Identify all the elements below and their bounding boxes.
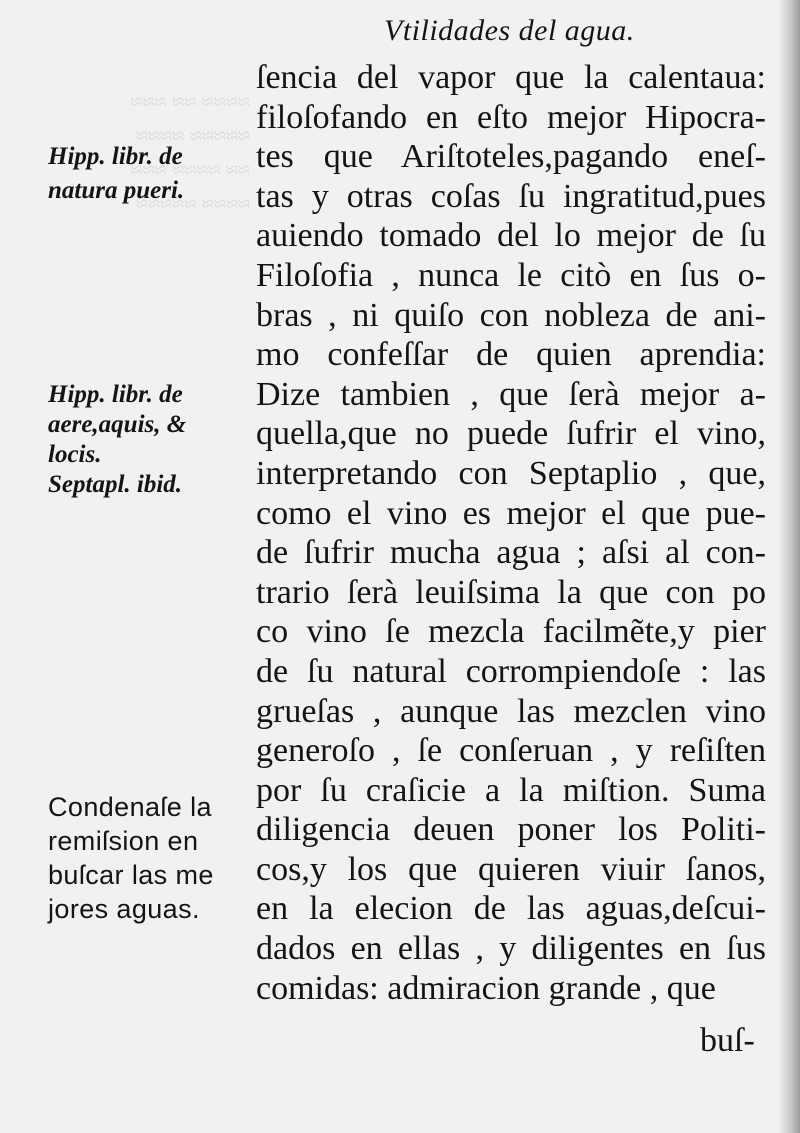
text-line: co vino ſe mezcla facilmẽte,y pier — [256, 613, 766, 651]
text-line: auiendo tomado del lo mejor de ſu — [256, 217, 766, 255]
margin-note-line: Hipp. libr. de — [48, 143, 183, 170]
text-line: Filoſofia , nunca le citò en ſus o- — [256, 256, 766, 294]
text-line: mo confeſſar de quien aprendia: — [256, 336, 766, 374]
text-line: grueſas , aunque las mezclen vino — [256, 692, 766, 730]
text-line: Dize tambien , que ſerà mejor a- — [256, 375, 766, 413]
margin-note-line: natura pueri. — [48, 177, 185, 204]
text-line: comidas: admiracion grande , que — [256, 969, 716, 1007]
text-line: tes que Ariſtoteles,pagando eneſ- — [256, 138, 766, 176]
text-line: filoſofando en eſto mejor Hipocra- — [256, 98, 766, 136]
text-line: como el vino es mejor el que pue- — [256, 494, 766, 532]
margin-note-line: Hipp. libr. de — [48, 381, 183, 408]
text-line: quella,que no puede ſufrir el vino, — [256, 415, 766, 453]
margin-note-condenase — [48, 790, 214, 926]
text-line: dados en ellas , y diligentes en ſus — [256, 930, 766, 968]
margin-note-line: aere,aquis, & — [48, 411, 187, 438]
text-line: en la elecion de las aguas,deſcui- — [256, 890, 766, 928]
catchword: buſ- — [700, 1022, 755, 1059]
text-line: generoſo , ſe conſeruan , y reſiſten — [256, 732, 766, 770]
page-gutter-shadow — [778, 0, 800, 1133]
body-text — [256, 58, 766, 1008]
show-through-text: ≈≈≈≈ ≈≈ ≈≈≈ ≈≈≈≈≈ ≈≈≈≈ ≈≈ ≈≈≈≈ ≈≈≈ ≈≈≈≈ ≈≈≈≈≈ — [130, 89, 250, 216]
margin-note-hipp-aere — [48, 380, 186, 500]
running-head: Vtilidades del agua. — [384, 14, 635, 47]
text-line: interpretando con Septaplio , que, — [256, 454, 766, 492]
text-line: ſencia del vapor que la calentaua: — [256, 59, 766, 96]
margin-note-line: Septapl. ibid. — [48, 471, 183, 498]
margin-note-line: Condenaſe la — [48, 792, 212, 822]
text-line: diligencia deuen poner los Politi- — [256, 811, 766, 849]
text-line: trario ſerà leuiſsima la que con po — [256, 573, 766, 611]
margin-note-line: locis. — [48, 441, 102, 468]
margin-note-line: jores aguas. — [48, 894, 200, 924]
text-line: de ſu natural corrompiendoſe : las — [256, 652, 766, 690]
text-line: cos,y los que quieren viuir ſanos, — [256, 850, 766, 888]
text-line: por ſu craſicie a la miſtion. Suma — [256, 771, 766, 809]
text-line: tas y otras coſas ſu ingratitud,pues — [256, 177, 766, 215]
margin-note-line: remiſsion en — [48, 826, 199, 856]
margin-note-line: buſcar las me — [48, 860, 214, 890]
margin-note-hipp-natura — [48, 140, 184, 208]
text-line: bras , ni quiſo con nobleza de ani- — [256, 296, 766, 334]
text-line: de ſufrir mucha agua ; aſsi al con- — [256, 534, 766, 572]
